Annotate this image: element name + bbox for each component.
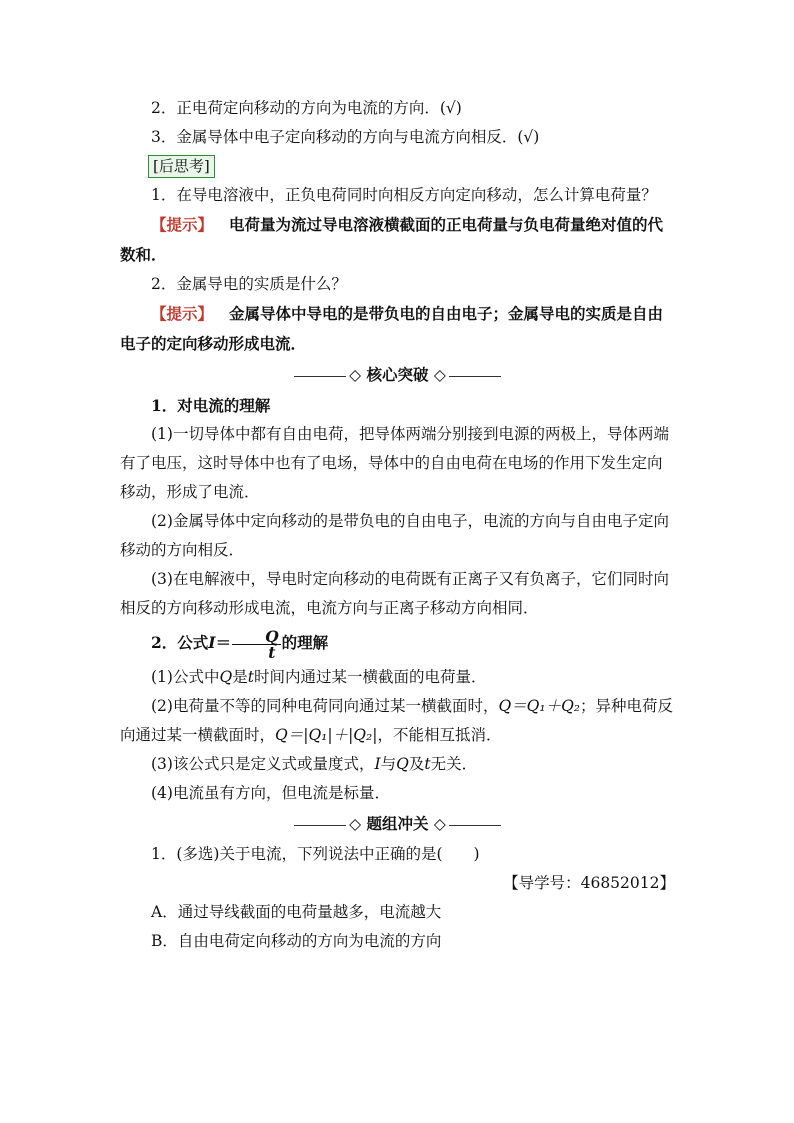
section-2-point-4: (4)电流虽有方向，但电流是标量．	[151, 784, 390, 802]
judgement-2: 2．正电荷定向移动的方向为电流的方向．(√)	[151, 99, 462, 117]
hint-text: 金属导体中导电的是带负电的自由电子；金属导电的实质是自由电子的定向移动形成电流．	[120, 304, 664, 353]
practice-question-1: 1．(多选)关于电流，下列说法中正确的是( )	[151, 845, 480, 863]
divider-rule	[449, 376, 501, 377]
reference-number: 【导学号：46852012】	[503, 874, 675, 892]
section-1-point-3: (3)在电解液中，导电时定向移动的电荷既有正离子又有负离子，它们同时向相反的方向移动形成电流，电流方向与正离子移动方向相同．	[120, 570, 669, 617]
hint-label: 【提示】	[151, 215, 214, 234]
think-question-2: 2．金属导电的实质是什么？	[151, 275, 347, 293]
option-b: B．自由电荷定向移动的方向为电流的方向	[151, 932, 442, 950]
hint-text: 电荷量为流过导电溶液横截面的正电荷量与负电荷量绝对值的代数和．	[120, 215, 664, 264]
section-1-title: 1．对电流的理解	[151, 396, 271, 415]
option-a: A．通过导线截面的电荷量越多，电流越大	[151, 903, 442, 921]
section-2-title: 2．公式I＝ $\frac{Q}{t}$ 的理解	[151, 626, 329, 662]
hou-si-kao-tag: [后思考]	[148, 155, 215, 178]
section-1-point-2: (2)金属导体中定向移动的是带负电的自由电子，电流的方向与自由电子定向移动的方向相反．	[120, 512, 669, 559]
divider-title: 核心突破	[366, 365, 429, 384]
hint-label: 【提示】	[151, 304, 214, 323]
think-question-1: 1．在导电溶液中，正负电荷同时向相反方向定向移动，怎么计算电荷量？	[151, 186, 657, 204]
think-answer-1	[120, 210, 675, 270]
diamond-icon: ◇	[349, 815, 362, 833]
think-answer-2	[120, 299, 675, 359]
section-2-point-2: (2)电荷量不等的同种电荷同向通过某一横截面时，Q＝Q₁＋Q₂；异种电荷反向通过某一横截面时，Q＝|Q₁|＋|Q₂|，不能相互抵消．	[120, 697, 674, 744]
diamond-icon: ◇	[349, 366, 362, 384]
section-divider-practice	[120, 808, 675, 840]
fraction: $\frac{Q}{t}$	[232, 629, 281, 660]
judgement-3: 3．金属导体中电子定向移动的方向与电流方向相反．(√)	[151, 128, 540, 146]
formula-I: I	[208, 633, 216, 652]
divider-title: 题组冲关	[366, 814, 429, 833]
section-divider-core	[120, 359, 675, 391]
content	[120, 94, 675, 956]
diamond-icon: ◇	[433, 366, 446, 384]
divider-rule	[294, 376, 346, 377]
section-1-point-1: (1)一切导体中都有自由电荷，把导体两端分别接到电源的两极上，导体两端有了电压，这时导体中也有了电场，导体中的自由电荷在电场的作用下发生定向移动，形成了电流．	[120, 425, 669, 501]
divider-rule	[449, 825, 501, 826]
section-2-point-1: (1)公式中Q是t时间内通过某一横截面的电荷量．	[151, 668, 487, 686]
section-2-point-3: (3)该公式只是定义式或量度式，I与Q及t无关．	[151, 755, 478, 773]
diamond-icon: ◇	[433, 815, 446, 833]
divider-rule	[294, 825, 346, 826]
